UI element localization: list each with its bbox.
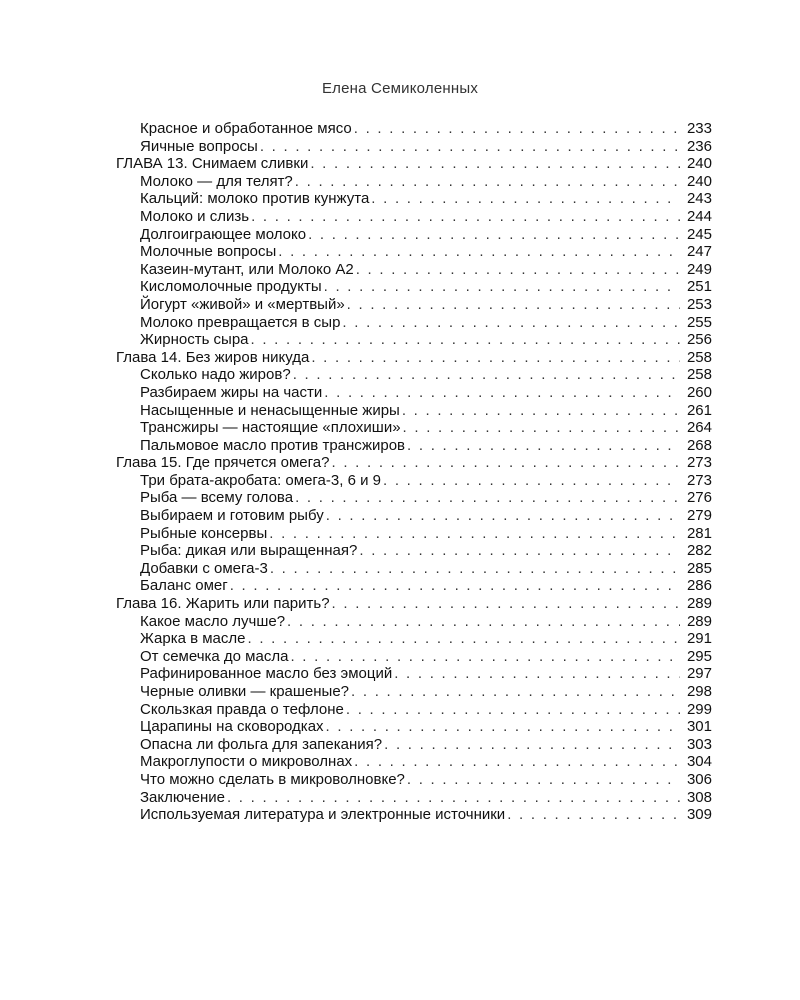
toc-entry-title: Йогурт «живой» и «мертвый» bbox=[140, 295, 345, 313]
toc-section-entry bbox=[116, 560, 712, 578]
toc-entry-page-number: 260 bbox=[686, 383, 712, 401]
toc-entry-title: Жирность сыра bbox=[140, 331, 249, 349]
toc-entry-page-number: 301 bbox=[686, 718, 712, 736]
toc-entry-title: Рыба: дикая или выращенная? bbox=[140, 542, 358, 560]
toc-entry-page-number: 304 bbox=[686, 753, 712, 771]
toc-entry-title: Рафинированное масло без эмоций bbox=[140, 665, 393, 683]
dot-leader bbox=[295, 489, 680, 507]
toc-entry-title: Три брата-акробата: омега-3, 6 и 9 bbox=[140, 471, 381, 489]
dot-leader bbox=[407, 771, 680, 789]
toc-entry-page-number: 258 bbox=[686, 366, 712, 384]
toc-section-entry bbox=[116, 753, 712, 771]
toc-entry-page-number: 279 bbox=[686, 507, 712, 525]
toc-entry-page-number: 264 bbox=[686, 419, 712, 437]
toc-section-entry bbox=[116, 507, 712, 525]
toc-section-entry bbox=[116, 542, 712, 560]
toc-entry-page-number: 286 bbox=[686, 577, 712, 595]
dot-leader bbox=[326, 507, 680, 525]
toc-entry-page-number: 309 bbox=[686, 806, 712, 824]
toc-entry-title: От семечка до масла bbox=[140, 647, 289, 665]
toc-entry-title: Опасна ли фольга для запекания? bbox=[140, 735, 383, 753]
toc-entry-title: Добавки с омега-3 bbox=[140, 559, 268, 577]
toc-entry-title: Красное и обработанное мясо bbox=[140, 120, 352, 137]
toc-section-entry bbox=[116, 331, 712, 349]
toc-entry-page-number: 276 bbox=[686, 489, 712, 507]
toc-entry-title: Глава 15. Где прячется омега? bbox=[116, 454, 330, 472]
toc-entry-title: Выбираем и готовим рыбу bbox=[140, 507, 324, 525]
dot-leader bbox=[342, 314, 680, 332]
toc-section-entry bbox=[116, 384, 712, 402]
toc-section-entry bbox=[116, 472, 712, 490]
toc-entry-title: Молоко — для телят? bbox=[140, 172, 293, 190]
toc-entry-page-number: 273 bbox=[686, 471, 712, 489]
dot-leader bbox=[324, 384, 680, 402]
toc-section-entry bbox=[116, 419, 712, 437]
toc-entry-title: Заключение bbox=[140, 788, 225, 806]
dot-leader bbox=[227, 789, 680, 807]
toc-entry-page-number: 245 bbox=[686, 225, 712, 243]
toc-entry-page-number: 261 bbox=[686, 401, 712, 419]
toc-entry-page-number: 251 bbox=[686, 278, 712, 296]
dot-leader bbox=[293, 366, 680, 384]
dot-leader bbox=[507, 806, 680, 824]
dot-leader bbox=[331, 454, 680, 472]
dot-leader bbox=[290, 648, 680, 666]
toc-section-entry bbox=[116, 366, 712, 384]
toc-section-entry bbox=[116, 173, 712, 191]
toc-entry-title: Используемая литература и электронные источники bbox=[140, 806, 506, 824]
toc-entry-page-number: 247 bbox=[686, 243, 712, 261]
toc-entry-title: Яичные вопросы bbox=[140, 137, 258, 155]
dot-leader bbox=[295, 173, 680, 191]
toc-entry-page-number: 289 bbox=[686, 595, 712, 613]
toc-entry-title: Жарка в масле bbox=[140, 630, 246, 648]
dot-leader bbox=[308, 226, 680, 244]
toc-entry-page-number: 255 bbox=[686, 313, 712, 331]
toc-entry-title: Глава 16. Жарить или парить? bbox=[116, 595, 330, 613]
toc-entry-title: Кисломолочные продукты bbox=[140, 278, 322, 296]
toc-section-entry bbox=[116, 736, 712, 754]
toc-chapter-entry bbox=[116, 155, 712, 173]
dot-leader bbox=[394, 665, 680, 683]
toc-entry-title: ГЛАВА 13. Снимаем сливки bbox=[116, 155, 309, 173]
toc-entry-title: Царапины на сковородках bbox=[140, 718, 324, 736]
toc-section-entry bbox=[116, 630, 712, 648]
toc-entry-page-number: 281 bbox=[686, 524, 712, 542]
toc-chapter-entry bbox=[116, 349, 712, 367]
toc-entry-page-number: 243 bbox=[686, 190, 712, 208]
toc-section-entry bbox=[116, 437, 712, 455]
toc-entry-page-number: 282 bbox=[686, 542, 712, 560]
toc-entry-title: Баланс омег bbox=[140, 577, 228, 595]
dot-leader bbox=[347, 296, 680, 314]
dot-leader bbox=[248, 630, 681, 648]
toc-section-entry bbox=[116, 806, 712, 824]
dot-leader bbox=[383, 472, 680, 490]
toc-entry-title: Глава 14. Без жиров никуда bbox=[116, 348, 310, 366]
toc-entry-page-number: 256 bbox=[686, 331, 712, 349]
dot-leader bbox=[287, 613, 680, 631]
dot-leader bbox=[324, 278, 680, 296]
dot-leader bbox=[354, 753, 680, 771]
toc-entry-page-number: 299 bbox=[686, 700, 712, 718]
toc-entry-page-number: 291 bbox=[686, 630, 712, 648]
toc-entry-title: Насыщенные и ненасыщенные жиры bbox=[140, 401, 400, 419]
dot-leader bbox=[354, 120, 680, 138]
toc-section-entry bbox=[116, 613, 712, 631]
toc-entry-title: Макроглупости о микроволнах bbox=[140, 753, 353, 771]
toc-entry-page-number: 298 bbox=[686, 683, 712, 700]
toc-section-entry bbox=[116, 489, 712, 507]
toc-entry-title: Рыба — всему голова bbox=[140, 489, 294, 507]
toc-section-entry bbox=[116, 314, 712, 332]
dot-leader bbox=[278, 243, 680, 261]
toc-entry-title: Разбираем жиры на части bbox=[140, 383, 323, 401]
toc-entry-title: Скользкая правда о тефлоне bbox=[140, 700, 344, 718]
toc-chapter-entry bbox=[116, 454, 712, 472]
toc-section-entry bbox=[116, 577, 712, 595]
toc-entry-title: Сколько надо жиров? bbox=[140, 366, 291, 384]
toc-entry-title: Какое масло лучше? bbox=[140, 612, 286, 630]
toc-section-entry bbox=[116, 701, 712, 719]
dot-leader bbox=[351, 683, 680, 701]
dot-leader bbox=[251, 331, 680, 349]
toc-entry-title: Молочные вопросы bbox=[140, 243, 277, 261]
toc-entry-title: Пальмовое масло против трансжиров bbox=[140, 436, 406, 454]
dot-leader bbox=[326, 718, 680, 736]
dot-leader bbox=[346, 701, 680, 719]
toc-entry-title: Трансжиры — настоящие «плохиши» bbox=[140, 419, 401, 437]
toc-section-entry bbox=[116, 190, 712, 208]
toc-entry-page-number: 297 bbox=[686, 665, 712, 683]
toc-entry-page-number: 253 bbox=[686, 295, 712, 313]
toc-section-entry bbox=[116, 226, 712, 244]
running-header-author: Елена Семиколенных bbox=[321, 80, 479, 97]
dot-leader bbox=[359, 542, 680, 560]
toc-entry-page-number: 295 bbox=[686, 647, 712, 665]
toc-section-entry bbox=[116, 296, 712, 314]
dot-leader bbox=[407, 437, 680, 455]
toc-entry-page-number: 268 bbox=[686, 436, 712, 454]
dot-leader bbox=[403, 419, 680, 437]
toc-entry-title: Черные оливки — крашеные? bbox=[140, 683, 350, 700]
toc-entry-page-number: 306 bbox=[686, 770, 712, 788]
toc-section-entry bbox=[116, 278, 712, 296]
dot-leader bbox=[269, 525, 680, 543]
toc-section-entry bbox=[116, 261, 712, 279]
toc-section-entry bbox=[116, 789, 712, 807]
toc-section-entry bbox=[116, 243, 712, 261]
toc-entry-page-number: 289 bbox=[686, 612, 712, 630]
toc-entry-page-number: 244 bbox=[686, 207, 712, 225]
dot-leader bbox=[311, 349, 680, 367]
toc-section-entry bbox=[116, 525, 712, 543]
toc-entry-title: Молоко и слизь bbox=[140, 207, 250, 225]
dot-leader bbox=[384, 736, 680, 754]
toc-entry-page-number: 240 bbox=[686, 155, 712, 173]
toc-entry-title: Кальций: молоко против кунжута bbox=[140, 190, 370, 208]
dot-leader bbox=[251, 208, 680, 226]
toc-entry-page-number: 258 bbox=[686, 348, 712, 366]
toc-section-entry bbox=[116, 138, 712, 156]
toc-entry-title: Казеин-мутант, или Молоко А2 bbox=[140, 260, 354, 278]
toc-entry-page-number: 303 bbox=[686, 735, 712, 753]
dot-leader bbox=[260, 138, 680, 156]
toc-section-entry bbox=[116, 402, 712, 420]
dot-leader bbox=[230, 577, 680, 595]
dot-leader bbox=[270, 560, 680, 578]
toc-section-entry bbox=[116, 718, 712, 736]
toc-section-entry bbox=[116, 208, 712, 226]
toc-entry-title: Что можно сделать в микроволновке? bbox=[140, 770, 405, 788]
dot-leader bbox=[332, 595, 680, 613]
toc-section-entry bbox=[116, 771, 712, 789]
toc-entry-page-number: 236 bbox=[686, 137, 712, 155]
dot-leader bbox=[356, 261, 680, 279]
dot-leader bbox=[371, 190, 680, 208]
toc-section-entry bbox=[116, 665, 712, 683]
toc-entry-page-number: 308 bbox=[686, 788, 712, 806]
toc-entry-page-number: 249 bbox=[686, 260, 712, 278]
toc-section-entry bbox=[116, 648, 712, 666]
toc-entry-page-number: 273 bbox=[686, 454, 712, 472]
toc-entry-title: Молоко превращается в сыр bbox=[140, 313, 341, 331]
dot-leader bbox=[402, 402, 680, 420]
toc-chapter-entry bbox=[116, 595, 712, 613]
table-of-contents bbox=[116, 120, 712, 824]
toc-section-entry bbox=[116, 120, 712, 138]
toc-entry-page-number: 285 bbox=[686, 559, 712, 577]
toc-entry-title: Рыбные консервы bbox=[140, 524, 268, 542]
toc-entry-page-number: 233 bbox=[686, 120, 712, 137]
toc-entry-page-number: 240 bbox=[686, 172, 712, 190]
dot-leader bbox=[310, 155, 680, 173]
toc-entry-title: Долгоиграющее молоко bbox=[140, 225, 307, 243]
toc-section-entry bbox=[116, 683, 712, 701]
